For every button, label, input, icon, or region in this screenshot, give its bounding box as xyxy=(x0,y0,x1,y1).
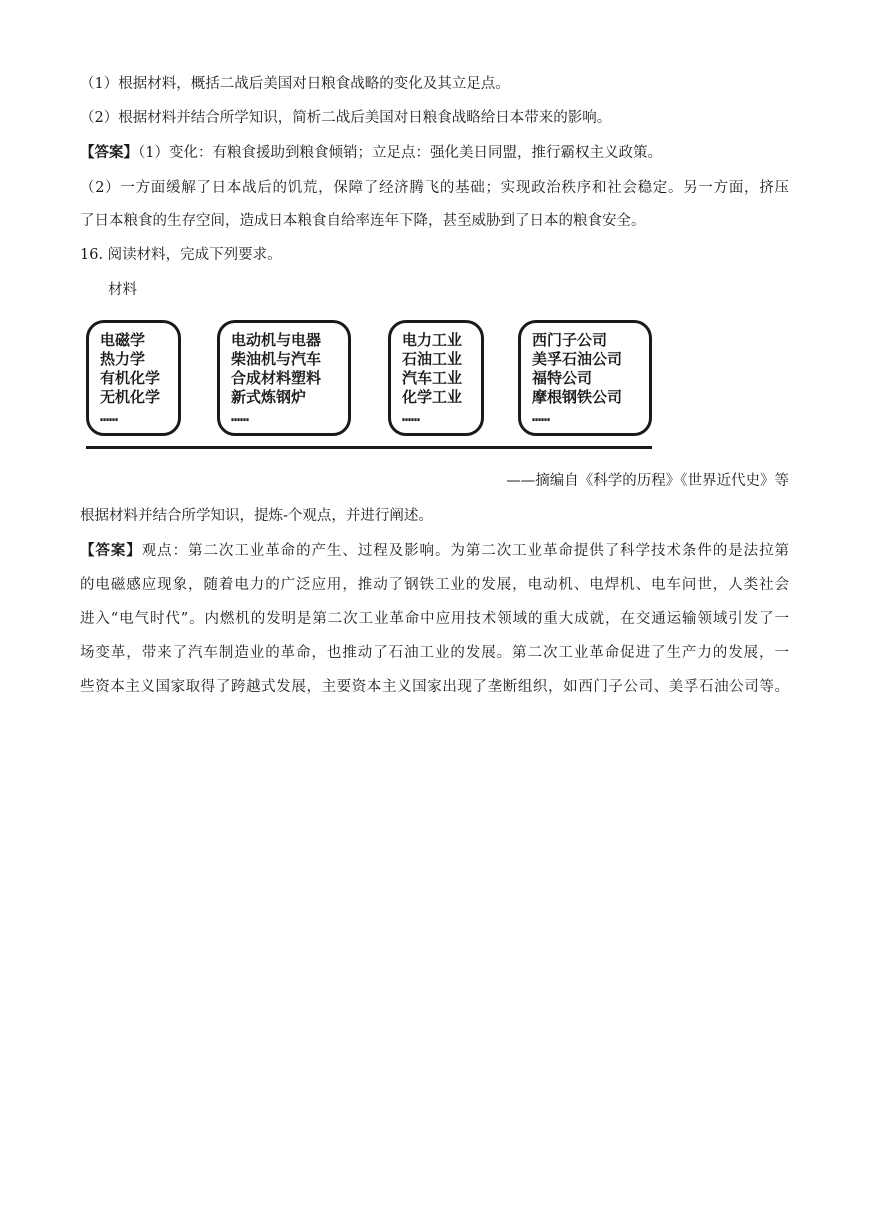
answer-16-line-1 xyxy=(80,541,789,561)
question-16-title: 16. 阅读材料，完成下列要求。 xyxy=(80,247,282,263)
box-item: 西门子公司 xyxy=(532,331,608,349)
answer-15-part-2-line-2: 了日本粮食的生存空间，造成日本粮食自给率连年下降，甚至威胁到了日本的粮食安全。 xyxy=(80,213,646,229)
material-box-science xyxy=(86,320,181,436)
answer-tag: 【答案】 xyxy=(80,144,138,161)
box-item: …… xyxy=(231,407,250,425)
answer-16-line-3: 进入“电气时代”。内燃机的发明是第二次工业革命中应用技术领域的重大成就，在交通运输领域引发了一 xyxy=(80,611,789,627)
answer-15-part-2-line-1: （2）一方面缓解了日本战后的饥荒，保障了经济腾飞的基础；实现政治秩序和社会稳定。另一方面，挤压 xyxy=(80,180,789,196)
box-item: 电力工业 xyxy=(402,331,463,349)
answer-tag: 【答案】 xyxy=(80,542,142,559)
material-box-companies xyxy=(518,320,652,436)
box-item: 福特公司 xyxy=(532,369,593,387)
question-2: （2）根据材料并结合所学知识，简析二战后美国对日粮食战略给日本带来的影响。 xyxy=(80,110,612,126)
material-label: 材料 xyxy=(108,282,137,298)
box-item: …… xyxy=(402,407,421,425)
box-item: …… xyxy=(100,407,119,425)
box-item: 化学工业 xyxy=(402,388,463,406)
box-item: 无机化学 xyxy=(100,388,161,406)
answer-15-text-1: （1）变化：有粮食援助到粮食倾销；立足点：强化美日同盟，推行霸权主义政策。 xyxy=(138,145,662,161)
question-1: （1）根据材料，概括二战后美国对日粮食战略的变化及其立足点。 xyxy=(80,76,510,92)
timeline-baseline xyxy=(86,446,652,449)
box-item: 合成材料塑料 xyxy=(231,369,322,387)
question-16-prompt: 根据材料并结合所学知识，提炼-个观点，并进行阐述。 xyxy=(80,508,433,524)
box-item: 新式炼钢炉 xyxy=(231,388,307,406)
answer-16-line-2: 的电磁感应现象，随着电力的广泛应用，推动了钢铁工业的发展，电动机、电焊机、电车问世，人类社会 xyxy=(80,577,789,593)
box-item: 电磁学 xyxy=(100,331,146,349)
box-item: 热力学 xyxy=(100,350,146,368)
box-item: 摩根钢铁公司 xyxy=(532,388,623,406)
material-source: ——摘编自《科学的历程》《世界近代史》等 xyxy=(506,473,789,489)
material-box-technology xyxy=(217,320,351,436)
material-box-industry xyxy=(388,320,484,436)
material-figure xyxy=(86,320,652,452)
answer-16-line-4: 场变革，带来了汽车制造业的革命，也推动了石油工业的发展。第二次工业革命促进了生产力的发展，一 xyxy=(80,645,789,661)
box-item: 美孚石油公司 xyxy=(532,350,623,368)
box-item: 汽车工业 xyxy=(402,369,463,387)
answer-15-part-1 xyxy=(80,143,662,163)
box-item: 有机化学 xyxy=(100,369,161,387)
answer-16-line-5: 些资本主义国家取得了跨越式发展，主要资本主义国家出现了垄断组织，如西门子公司、美孚石油公司等。 xyxy=(80,679,789,695)
box-item: …… xyxy=(532,407,551,425)
box-item: 石油工业 xyxy=(402,350,463,368)
answer-16-text-1: 观点：第二次工业革命的产生、过程及影响。为第二次工业革命提供了科学技术条件的是法拉第 xyxy=(141,543,789,559)
box-item: 柴油机与汽车 xyxy=(231,350,322,368)
box-item: 电动机与电器 xyxy=(231,331,322,349)
